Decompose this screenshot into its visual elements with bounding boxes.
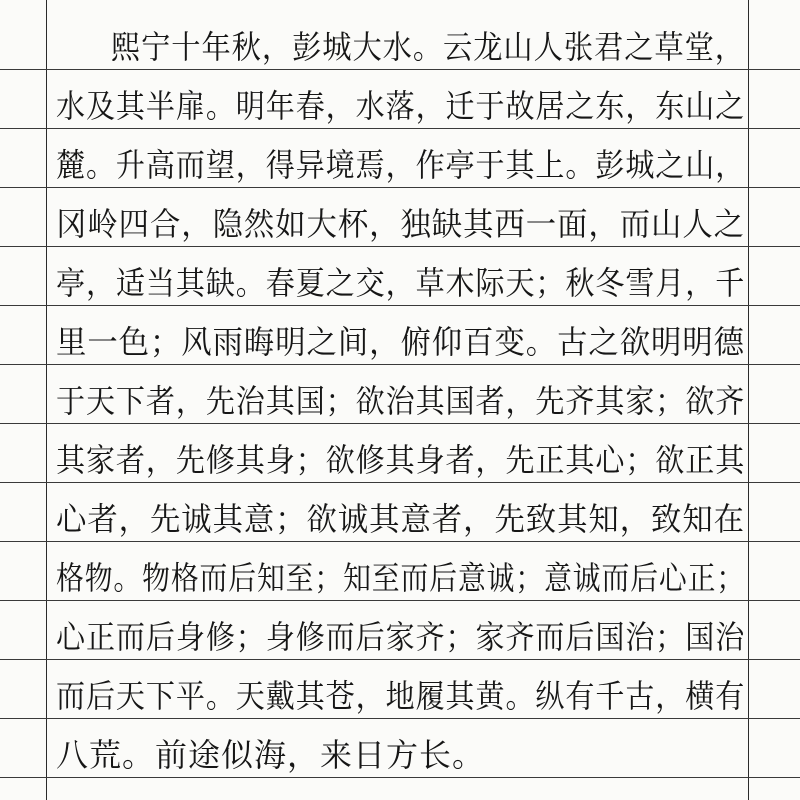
line-text: 格物。物格而后知至；知至而后意诚；意诚而后心正； (56, 559, 746, 597)
ruled-line (0, 777, 800, 778)
text-row (0, 187, 800, 246)
text-row (0, 246, 800, 305)
line-text: 于天下者，先治其国；欲治其国者，先齐其家；欲齐 (56, 382, 746, 420)
line-text: 而后天下平。天戴其苍，地履其黄。纵有千古，横有 (56, 677, 746, 715)
text-row (0, 659, 800, 718)
line-text: 麓。升高而望，得异境焉，作亭于其上。彭城之山， (56, 146, 746, 184)
text-row (0, 423, 800, 482)
line-text: 熙宁十年秋，彭城大水。云龙山人张君之草堂， (110, 28, 746, 66)
line-text: 心者，先诚其意；欲诚其意者，先致其知，致知在 (56, 500, 745, 538)
line-text: 八荒。前途似海，来日方长。 (56, 736, 486, 774)
text-row (0, 600, 800, 659)
text-row (0, 305, 800, 364)
text-row (0, 364, 800, 423)
line-text: 里一色；风雨晦明之间，俯仰百变。古之欲明明德 (56, 323, 745, 361)
text-row (0, 69, 800, 128)
line-text: 水及其半扉。明年春，水落，迁于故居之东，东山之 (56, 87, 746, 125)
text-row (0, 718, 800, 777)
line-text: 亭，适当其缺。春夏之交，草木际天；秋冬雪月，千 (56, 264, 746, 302)
essay-body (0, 10, 800, 777)
text-row (0, 541, 800, 600)
text-row (0, 482, 800, 541)
text-row (0, 128, 800, 187)
line-text: 冈岭四合，隐然如大杯，独缺其西一面，而山人之 (56, 205, 745, 243)
line-text: 心正而后身修；身修而后家齐；家齐而后国治；国治 (56, 618, 746, 656)
line-text: 其家者，先修其身；欲修其身者，先正其心；欲正其 (56, 441, 746, 479)
text-row (0, 10, 800, 69)
